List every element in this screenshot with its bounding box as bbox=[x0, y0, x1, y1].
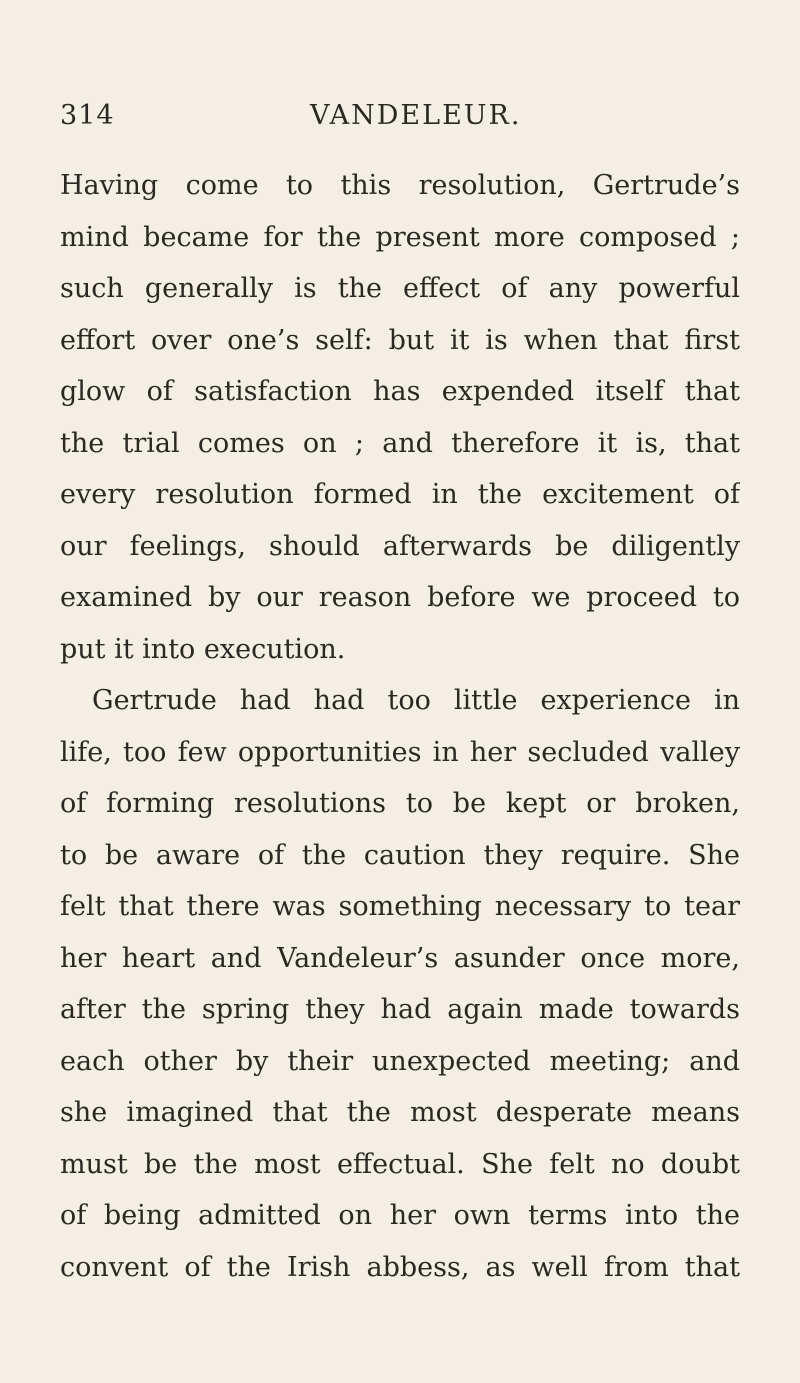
text-line: every resolution formed in the excitement of bbox=[60, 479, 740, 510]
text-line: glow of satisfaction has expended itself that bbox=[60, 376, 740, 407]
text-line: life, too few opportunities in her secluded valley bbox=[60, 736, 740, 768]
page-number: 314 bbox=[60, 100, 115, 131]
text-line: examined by our reason before we proceed to bbox=[60, 582, 740, 613]
running-head: VANDELEUR. bbox=[310, 100, 522, 131]
text-line: mind became for the present more composed ; bbox=[60, 221, 740, 253]
text-line: effort over one’s self: but it is when that first bbox=[60, 324, 740, 356]
text-line: our feelings, should afterwards be diligently bbox=[60, 530, 740, 562]
text-line: each other by their unexpected meeting; and bbox=[60, 1045, 740, 1077]
text-line: Gertrude had had too little experience in bbox=[92, 685, 740, 716]
text-line: to be aware of the caution they require. She bbox=[60, 839, 740, 871]
text-line: of forming resolutions to be kept or broken, bbox=[60, 788, 740, 819]
text-line: the trial comes on ; and therefore it is, that bbox=[60, 427, 740, 459]
text-line: Having come to this resolution, Gertrude’s bbox=[60, 170, 740, 201]
text-line: convent of the Irish abbess, as well from that bbox=[60, 1251, 740, 1283]
page-header bbox=[60, 100, 740, 140]
body-text bbox=[60, 160, 740, 1293]
text-line: put it into execution. bbox=[60, 633, 346, 665]
text-line: of being admitted on her own terms into the bbox=[60, 1200, 740, 1231]
text-line: such generally is the effect of any powerful bbox=[60, 273, 740, 304]
text-line: she imagined that the most desperate means bbox=[60, 1097, 740, 1128]
text-line: her heart and Vandeleur’s asunder once more, bbox=[60, 942, 740, 974]
text-line: must be the most effectual. She felt no doubt bbox=[60, 1148, 740, 1180]
text-line: felt that there was something necessary to tear bbox=[60, 891, 740, 922]
text-line: after the spring they had again made towards bbox=[60, 994, 740, 1025]
